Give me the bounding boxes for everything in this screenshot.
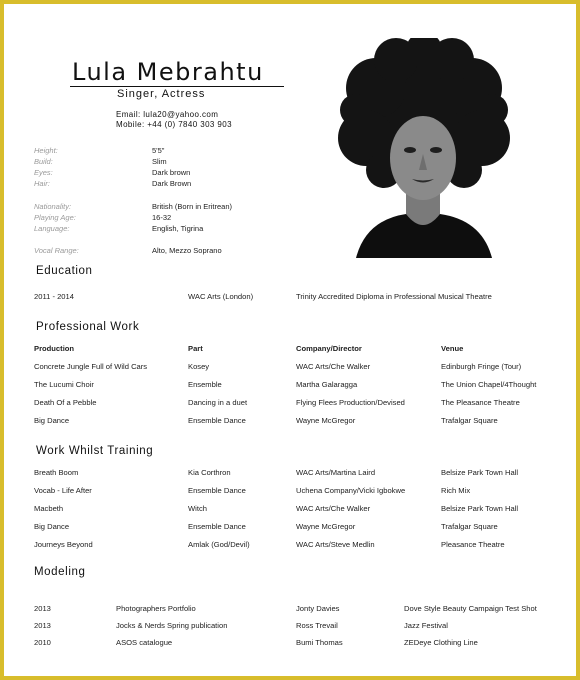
table-cell: Breath Boom xyxy=(34,468,79,477)
attr-label: Eyes: xyxy=(34,168,53,177)
table-cell: Journeys Beyond xyxy=(34,540,93,549)
table-cell: WAC Arts/Che Walker xyxy=(296,504,371,513)
attr-value: Dark brown xyxy=(152,168,191,177)
attr-row xyxy=(34,168,314,179)
portrait-photo xyxy=(326,38,522,258)
table-cell: ZEDeye Clothing Line xyxy=(404,638,478,647)
contact-block xyxy=(116,110,232,130)
attr-row xyxy=(34,246,314,257)
table-cell: Uchena Company/Vicki Igbokwe xyxy=(296,486,406,495)
education-heading: Education xyxy=(36,265,93,277)
mobile-text: Mobile: +44 (0) 7840 303 903 xyxy=(116,120,232,129)
modeling-heading: Modeling xyxy=(34,566,86,578)
attr-row xyxy=(34,179,314,190)
table-cell: Big Dance xyxy=(34,522,70,531)
table-cell: Kosey xyxy=(188,362,210,371)
table-cell: Bumi Thomas xyxy=(296,638,343,647)
table-cell: Dancing in a duet xyxy=(188,398,248,407)
table-cell: ASOS catalogue xyxy=(116,638,173,647)
attr-row xyxy=(34,202,314,213)
table-cell: Ensemble xyxy=(188,380,222,389)
attr-value: Slim xyxy=(152,157,167,166)
table-cell: The Union Chapel/4Thought xyxy=(441,380,537,389)
table-cell: Belsize Park Town Hall xyxy=(441,504,519,513)
table-cell: WAC Arts/Martina Laird xyxy=(296,468,376,477)
table-cell: Witch xyxy=(188,504,207,513)
attr-value: English, Tigrina xyxy=(152,224,204,233)
education-school: WAC Arts (London) xyxy=(188,292,254,301)
table-cell: The Pleasance Theatre xyxy=(441,398,520,407)
table-cell: WAC Arts/Steve Medlin xyxy=(296,540,375,549)
education-qualification: Trinity Accredited Diploma in Professional Musical Theatre xyxy=(296,292,492,301)
table-cell: Ensemble Dance xyxy=(188,486,246,495)
attr-label: Build: xyxy=(34,157,53,166)
attr-value: Dark Brown xyxy=(152,179,192,188)
table-cell: Photographers Portfolio xyxy=(116,604,196,613)
table-cell: Jocks & Nerds Spring publication xyxy=(116,621,228,630)
col-header-production: Production xyxy=(34,344,75,353)
table-cell: Flying Flees Production/Devised xyxy=(296,398,405,407)
attr-label: Hair: xyxy=(34,179,50,188)
table-cell: Jazz Festival xyxy=(404,621,448,630)
attr-label: Playing Age: xyxy=(34,213,76,222)
table-cell: WAC Arts/Che Walker xyxy=(296,362,371,371)
table-cell: Rich Mix xyxy=(441,486,471,495)
attr-value: British (Born in Eritrean) xyxy=(152,202,233,211)
professional-heading: Professional Work xyxy=(36,321,140,333)
attr-label: Height: xyxy=(34,146,58,155)
attr-row xyxy=(34,213,314,224)
table-cell: 2010 xyxy=(34,638,51,647)
attr-label: Nationality: xyxy=(34,202,72,211)
attr-label: Language: xyxy=(34,224,70,233)
table-cell: The Lucumi Choir xyxy=(34,380,94,389)
table-cell: Wayne McGregor xyxy=(296,522,356,531)
table-cell: Kia Corthron xyxy=(188,468,231,477)
table-cell: Dove Style Beauty Campaign Test Shot xyxy=(404,604,537,613)
table-cell: Jonty Davies xyxy=(296,604,340,613)
col-header-venue: Venue xyxy=(441,344,464,353)
table-cell: 2013 xyxy=(34,621,51,630)
table-cell: Edinburgh Fringe (Tour) xyxy=(441,362,522,371)
col-header-company: Company/Director xyxy=(296,344,362,353)
table-cell: Ensemble Dance xyxy=(188,522,246,531)
attr-value: 16-32 xyxy=(152,213,172,222)
table-cell: Death Of a Pebble xyxy=(34,398,97,407)
subtitle: Singer, Actress xyxy=(117,88,206,100)
resume-page xyxy=(4,4,576,676)
attr-row xyxy=(34,146,314,157)
name-heading: Lula Mebrahtu xyxy=(72,58,264,86)
table-cell: Vocab - Life After xyxy=(34,486,92,495)
attr-value: 5'5" xyxy=(152,146,165,155)
table-cell: Ensemble Dance xyxy=(188,416,246,425)
table-cell: Big Dance xyxy=(34,416,70,425)
table-cell: Macbeth xyxy=(34,504,64,513)
table-cell: Belsize Park Town Hall xyxy=(441,468,519,477)
table-cell: Wayne McGregor xyxy=(296,416,356,425)
education-dates: 2011 - 2014 xyxy=(34,292,74,301)
table-cell: Trafalgar Square xyxy=(441,416,498,425)
table-cell: Martha Galaragga xyxy=(296,380,358,389)
col-header-part: Part xyxy=(188,344,203,353)
training-heading: Work Whilst Training xyxy=(36,445,154,457)
attr-row xyxy=(34,157,314,168)
table-cell: Trafalgar Square xyxy=(441,522,498,531)
attr-value: Alto, Mezzo Soprano xyxy=(152,246,222,255)
table-cell: 2013 xyxy=(34,604,51,613)
attr-label: Vocal Range: xyxy=(34,246,79,255)
email-text: Email: lula20@yahoo.com xyxy=(116,110,219,119)
name-underline xyxy=(70,86,284,87)
table-cell: Concrete Jungle Full of Wild Cars xyxy=(34,362,148,371)
table-cell: Pleasance Theatre xyxy=(441,540,505,549)
attr-row xyxy=(34,224,314,235)
portrait-illustration xyxy=(326,38,522,258)
table-cell: Ross Trevail xyxy=(296,621,338,630)
table-cell: Amlak (God/Devil) xyxy=(188,540,250,549)
